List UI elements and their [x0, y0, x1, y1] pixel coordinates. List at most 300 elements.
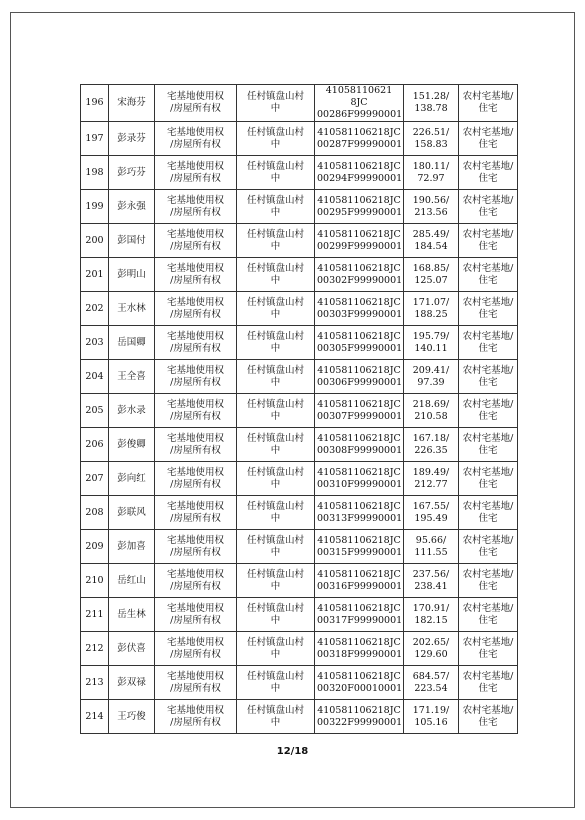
cell-number: [81, 122, 109, 156]
cell-number-line: 204: [85, 370, 104, 382]
cell-location: [237, 224, 315, 258]
cell-area-line: 226.35: [414, 444, 448, 456]
cell-right-type-line: 宅基地使用权: [166, 126, 224, 138]
cell-unit-code-line: 00308F99990001: [317, 444, 403, 456]
cell-right-type-line: 宅基地使用权: [166, 432, 224, 444]
cell-location-line: 中: [270, 103, 281, 114]
cell-area-line: 213.56: [414, 206, 448, 218]
cell-right-type-line: 宅基地使用权: [166, 262, 224, 274]
cell-location: [237, 530, 315, 564]
cell-area-line: 195.49: [414, 512, 448, 524]
table-row: [81, 462, 518, 496]
cell-right-type: [155, 360, 237, 394]
cell-unit-code-line: 410581106218JC: [317, 568, 401, 580]
cell-number-line: 198: [85, 166, 104, 178]
register-body: [81, 85, 518, 734]
page-total: 18: [294, 746, 309, 757]
cell-right-type-line: 宅基地使用权: [166, 670, 224, 682]
cell-right-type-line: /房屋所有权: [170, 103, 221, 114]
cell-area: [404, 292, 459, 326]
cell-owner-name-line: 彭俊卿: [117, 438, 146, 450]
cell-location: [237, 462, 315, 496]
cell-land-use-line: 农村宅基地/: [462, 296, 514, 308]
cell-unit-code: [315, 598, 404, 632]
cell-area-line: 168.85/: [412, 262, 450, 274]
cell-unit-code: [315, 224, 404, 258]
cell-area-line: 167.18/: [412, 432, 450, 444]
table-row: [81, 632, 518, 666]
cell-location-line: 任村镇盘山村: [246, 262, 304, 274]
cell-unit-code: [315, 122, 404, 156]
cell-right-type: [155, 258, 237, 292]
cell-location-line: 任村镇盘山村: [246, 91, 304, 102]
cell-right-type: [155, 530, 237, 564]
cell-location-line: 中: [270, 478, 281, 490]
cell-area-line: 180.11/: [412, 160, 450, 172]
cell-number-line: 196: [85, 97, 104, 108]
table-row: [81, 156, 518, 190]
cell-right-type-line: /房屋所有权: [170, 308, 221, 320]
cell-land-use: [459, 632, 518, 666]
cell-area-line: 210.58: [414, 410, 448, 422]
table-row: [81, 700, 518, 734]
cell-location: [237, 156, 315, 190]
cell-right-type-line: /房屋所有权: [170, 138, 221, 150]
cell-unit-code-line: 00306F99990001: [317, 376, 403, 388]
cell-number-line: 208: [85, 506, 104, 518]
cell-land-use-line: 住宅: [478, 716, 498, 728]
cell-area-line: 129.60: [414, 648, 448, 660]
cell-unit-code: [315, 156, 404, 190]
cell-right-type-line: /房屋所有权: [170, 206, 221, 218]
cell-area: [404, 462, 459, 496]
cell-right-type-line: 宅基地使用权: [166, 534, 224, 546]
cell-number: [81, 326, 109, 360]
cell-area-line: 158.83: [414, 138, 448, 150]
cell-location-line: 中: [270, 172, 281, 184]
table-row: [81, 360, 518, 394]
cell-unit-code-line: 410581106218JC: [317, 500, 401, 512]
cell-location-line: 中: [270, 410, 281, 422]
cell-unit-code-line: 00317F99990001: [317, 614, 403, 626]
cell-right-type: [155, 85, 237, 122]
cell-location: [237, 598, 315, 632]
cell-location-line: 任村镇盘山村: [246, 126, 304, 138]
cell-area-line: 223.54: [414, 682, 448, 694]
cell-number-line: 209: [85, 540, 104, 552]
cell-number-line: 205: [85, 404, 104, 416]
cell-right-type: [155, 496, 237, 530]
cell-land-use-line: 农村宅基地/: [462, 228, 514, 240]
cell-area-line: 170.91/: [412, 602, 450, 614]
cell-location: [237, 292, 315, 326]
cell-unit-code-line: 00295F99990001: [317, 206, 403, 218]
cell-location-line: 任村镇盘山村: [246, 228, 304, 240]
cell-area-line: 237.56/: [412, 568, 450, 580]
cell-land-use-line: 住宅: [478, 376, 498, 388]
cell-right-type-line: /房屋所有权: [170, 614, 221, 626]
cell-number: [81, 530, 109, 564]
cell-area-line: 226.51/: [412, 126, 450, 138]
cell-right-type-line: /房屋所有权: [170, 580, 221, 592]
cell-unit-code-line: 410581106218JC: [317, 534, 401, 546]
cell-location-line: 中: [270, 546, 281, 558]
cell-location-line: 任村镇盘山村: [246, 534, 304, 546]
cell-location-line: 任村镇盘山村: [246, 160, 304, 172]
cell-owner-name: [109, 496, 155, 530]
cell-right-type-line: 宅基地使用权: [166, 296, 224, 308]
cell-unit-code-line: 00294F99990001: [317, 172, 403, 184]
cell-area: [404, 122, 459, 156]
cell-land-use-line: 农村宅基地/: [462, 262, 514, 274]
cell-right-type-line: /房屋所有权: [170, 274, 221, 286]
cell-owner-name-line: 彭永强: [117, 200, 146, 212]
cell-unit-code-line: 410581106218JC: [317, 296, 401, 308]
cell-unit-code: [315, 462, 404, 496]
cell-number: [81, 85, 109, 122]
cell-location: [237, 394, 315, 428]
cell-unit-code-line: 00286F99990001: [317, 109, 403, 120]
cell-location-line: 任村镇盘山村: [246, 296, 304, 308]
cell-right-type-line: /房屋所有权: [170, 682, 221, 694]
cell-number: [81, 224, 109, 258]
cell-unit-code-line: 00302F99990001: [317, 274, 403, 286]
cell-unit-code-line: 410581106218JC: [317, 704, 401, 716]
cell-area: [404, 496, 459, 530]
cell-land-use: [459, 700, 518, 734]
cell-right-type-line: /房屋所有权: [170, 512, 221, 524]
cell-area-line: 195.79/: [412, 330, 450, 342]
cell-area-line: 189.49/: [412, 466, 450, 478]
cell-number-line: 210: [85, 574, 104, 586]
table-row: [81, 122, 518, 156]
table-row: [81, 496, 518, 530]
cell-land-use-line: 住宅: [478, 546, 498, 558]
cell-land-use: [459, 496, 518, 530]
cell-right-type-line: 宅基地使用权: [166, 704, 224, 716]
page-separator: /: [290, 746, 295, 757]
cell-right-type-line: 宅基地使用权: [166, 568, 224, 580]
cell-unit-code-line: 410581106218JC: [317, 602, 401, 614]
cell-land-use-line: 住宅: [478, 172, 498, 184]
cell-location-line: 中: [270, 716, 281, 728]
cell-right-type: [155, 666, 237, 700]
cell-land-use: [459, 666, 518, 700]
cell-right-type: [155, 224, 237, 258]
table-row: [81, 598, 518, 632]
cell-land-use: [459, 85, 518, 122]
cell-unit-code-line: 00310F99990001: [317, 478, 403, 490]
cell-right-type-line: /房屋所有权: [170, 172, 221, 184]
cell-right-type-line: /房屋所有权: [170, 648, 221, 660]
cell-right-type-line: /房屋所有权: [170, 444, 221, 456]
cell-location-line: 任村镇盘山村: [246, 636, 304, 648]
cell-number: [81, 564, 109, 598]
cell-right-type-line: /房屋所有权: [170, 478, 221, 490]
cell-right-type-line: /房屋所有权: [170, 342, 221, 354]
cell-owner-name: [109, 632, 155, 666]
cell-area-line: 182.15: [414, 614, 448, 626]
cell-land-use: [459, 258, 518, 292]
cell-owner-name: [109, 258, 155, 292]
cell-unit-code-line: 00322F99990001: [317, 716, 403, 728]
cell-area-line: 140.11: [414, 342, 448, 354]
cell-area: [404, 428, 459, 462]
cell-owner-name-line: 岳红山: [117, 574, 146, 586]
cell-right-type-line: 宅基地使用权: [166, 398, 224, 410]
cell-right-type: [155, 190, 237, 224]
cell-location-line: 任村镇盘山村: [246, 194, 304, 206]
table-row: [81, 292, 518, 326]
cell-unit-code-line: 00315F99990001: [317, 546, 403, 558]
cell-owner-name-line: 宋海芬: [117, 97, 146, 108]
cell-land-use: [459, 122, 518, 156]
cell-location: [237, 190, 315, 224]
table-row: [81, 530, 518, 564]
cell-right-type: [155, 428, 237, 462]
cell-land-use-line: 农村宅基地/: [462, 398, 514, 410]
cell-unit-code-line: 00320F00010001: [317, 682, 403, 694]
cell-location-line: 中: [270, 682, 281, 694]
cell-unit-code: [315, 632, 404, 666]
cell-area: [404, 190, 459, 224]
cell-unit-code: [315, 666, 404, 700]
property-register-table: [80, 84, 518, 734]
cell-area-line: 285.49/: [412, 228, 450, 240]
table-row: [81, 85, 518, 122]
cell-area-line: 111.55: [414, 546, 448, 558]
cell-location-line: 中: [270, 240, 281, 252]
table-row: [81, 394, 518, 428]
cell-right-type-line: /房屋所有权: [170, 546, 221, 558]
cell-unit-code: [315, 85, 404, 122]
cell-location: [237, 258, 315, 292]
cell-area: [404, 632, 459, 666]
cell-unit-code: [315, 190, 404, 224]
cell-owner-name-line: 彭水录: [117, 404, 146, 416]
cell-unit-code-line: 410581106218JC: [317, 364, 401, 376]
cell-land-use-line: 农村宅基地/: [462, 126, 514, 138]
cell-land-use: [459, 292, 518, 326]
cell-land-use: [459, 224, 518, 258]
cell-location-line: 中: [270, 512, 281, 524]
cell-land-use-line: 住宅: [478, 206, 498, 218]
cell-unit-code-line: 410581106218JC: [317, 330, 401, 342]
cell-location-line: 任村镇盘山村: [246, 602, 304, 614]
cell-number: [81, 700, 109, 734]
table-row: [81, 190, 518, 224]
cell-area-line: 171.07/: [412, 296, 450, 308]
cell-right-type: [155, 156, 237, 190]
cell-location: [237, 496, 315, 530]
cell-right-type: [155, 700, 237, 734]
cell-land-use-line: 农村宅基地/: [462, 466, 514, 478]
cell-land-use-line: 农村宅基地/: [462, 568, 514, 580]
cell-location-line: 任村镇盘山村: [246, 330, 304, 342]
cell-area-line: 202.65/: [412, 636, 450, 648]
cell-number: [81, 462, 109, 496]
cell-right-type-line: /房屋所有权: [170, 716, 221, 728]
cell-right-type-line: 宅基地使用权: [166, 466, 224, 478]
cell-owner-name: [109, 394, 155, 428]
cell-land-use-line: 住宅: [478, 274, 498, 286]
cell-area-line: 138.78: [414, 103, 448, 114]
table-row: [81, 564, 518, 598]
cell-owner-name-line: 彭双禄: [117, 676, 146, 688]
cell-unit-code-line: 00287F99990001: [317, 138, 403, 150]
cell-location-line: 任村镇盘山村: [246, 364, 304, 376]
cell-unit-code: [315, 700, 404, 734]
cell-owner-name: [109, 666, 155, 700]
cell-owner-name-line: 王巧俊: [117, 710, 146, 722]
cell-unit-code: [315, 360, 404, 394]
cell-right-type-line: 宅基地使用权: [166, 364, 224, 376]
cell-location-line: 中: [270, 648, 281, 660]
cell-owner-name-line: 王全喜: [117, 370, 146, 382]
cell-unit-code-line: 00305F99990001: [317, 342, 403, 354]
cell-location: [237, 360, 315, 394]
cell-unit-code-line: 410581106218JC: [317, 466, 401, 478]
cell-unit-code: [315, 258, 404, 292]
cell-owner-name: [109, 224, 155, 258]
cell-owner-name: [109, 292, 155, 326]
cell-right-type: [155, 462, 237, 496]
cell-land-use-line: 农村宅基地/: [462, 500, 514, 512]
cell-unit-code-line: 410581106218JC: [317, 432, 401, 444]
cell-number-line: 202: [85, 302, 104, 314]
cell-unit-code: [315, 496, 404, 530]
cell-location-line: 任村镇盘山村: [246, 568, 304, 580]
cell-owner-name-line: 彭录芬: [117, 132, 146, 144]
cell-unit-code: [315, 564, 404, 598]
cell-right-type-line: 宅基地使用权: [166, 500, 224, 512]
cell-land-use-line: 农村宅基地/: [462, 636, 514, 648]
cell-unit-code: [315, 292, 404, 326]
cell-number: [81, 258, 109, 292]
cell-owner-name: [109, 700, 155, 734]
cell-area-line: 171.19/: [412, 704, 450, 716]
cell-owner-name-line: 彭巧芬: [117, 166, 146, 178]
cell-number-line: 207: [85, 472, 104, 484]
cell-right-type-line: 宅基地使用权: [166, 91, 224, 102]
cell-right-type: [155, 564, 237, 598]
cell-area-line: 95.66/: [415, 534, 447, 546]
cell-owner-name: [109, 598, 155, 632]
cell-location-line: 任村镇盘山村: [246, 704, 304, 716]
page-current: 12: [276, 746, 291, 757]
cell-area-line: 212.77: [414, 478, 448, 490]
cell-right-type: [155, 122, 237, 156]
cell-land-use-line: 农村宅基地/: [462, 91, 514, 102]
cell-land-use-line: 住宅: [478, 512, 498, 524]
table-row: [81, 224, 518, 258]
cell-location-line: 中: [270, 342, 281, 354]
cell-land-use: [459, 156, 518, 190]
cell-area-line: 167.55/: [412, 500, 450, 512]
cell-number: [81, 598, 109, 632]
cell-number-line: 199: [85, 200, 104, 212]
cell-owner-name-line: 彭明山: [117, 268, 146, 280]
cell-right-type-line: 宅基地使用权: [166, 228, 224, 240]
cell-owner-name: [109, 156, 155, 190]
cell-land-use: [459, 326, 518, 360]
cell-owner-name-line: 彭向红: [117, 472, 146, 484]
cell-number-line: 201: [85, 268, 104, 280]
cell-owner-name-line: 彭国付: [117, 234, 146, 246]
cell-location-line: 任村镇盘山村: [246, 432, 304, 444]
cell-unit-code: [315, 530, 404, 564]
cell-location-line: 任村镇盘山村: [246, 466, 304, 478]
cell-land-use-line: 住宅: [478, 410, 498, 422]
cell-number-line: 213: [85, 676, 104, 688]
cell-area-line: 151.28/: [412, 91, 450, 102]
cell-area-line: 105.16: [414, 716, 448, 728]
cell-owner-name: [109, 122, 155, 156]
cell-land-use-line: 农村宅基地/: [462, 534, 514, 546]
cell-land-use: [459, 530, 518, 564]
cell-owner-name-line: 岳生林: [117, 608, 146, 620]
table-row: [81, 666, 518, 700]
cell-right-type-line: /房屋所有权: [170, 410, 221, 422]
cell-owner-name: [109, 85, 155, 122]
cell-number-line: 197: [85, 132, 104, 144]
cell-land-use-line: 住宅: [478, 648, 498, 660]
cell-land-use-line: 农村宅基地/: [462, 330, 514, 342]
table-row: [81, 258, 518, 292]
cell-location: [237, 326, 315, 360]
cell-area: [404, 156, 459, 190]
cell-location: [237, 85, 315, 122]
cell-owner-name-line: 彭联风: [117, 506, 146, 518]
cell-owner-name-line: 岳国卿: [117, 336, 146, 348]
cell-unit-code-line: 410581106218JC: [317, 194, 401, 206]
cell-land-use-line: 住宅: [478, 444, 498, 456]
cell-land-use-line: 住宅: [478, 478, 498, 490]
cell-land-use-line: 住宅: [478, 138, 498, 150]
cell-land-use-line: 住宅: [478, 103, 498, 114]
cell-area: [404, 360, 459, 394]
cell-location-line: 中: [270, 614, 281, 626]
cell-number-line: 200: [85, 234, 104, 246]
table-row: [81, 428, 518, 462]
cell-owner-name-line: 彭伏喜: [117, 642, 146, 654]
cell-area-line: 184.54: [414, 240, 448, 252]
cell-owner-name: [109, 462, 155, 496]
cell-land-use: [459, 598, 518, 632]
cell-land-use: [459, 564, 518, 598]
cell-unit-code-line: 00318F99990001: [317, 648, 403, 660]
cell-area-line: 238.41: [414, 580, 448, 592]
cell-right-type-line: 宅基地使用权: [166, 636, 224, 648]
cell-land-use-line: 住宅: [478, 682, 498, 694]
cell-right-type-line: /房屋所有权: [170, 376, 221, 388]
cell-unit-code-line: 410581106218JC: [317, 262, 401, 274]
cell-location-line: 中: [270, 206, 281, 218]
cell-area-line: 188.25: [414, 308, 448, 320]
cell-land-use-line: 农村宅基地/: [462, 602, 514, 614]
cell-area: [404, 564, 459, 598]
cell-unit-code-line: 00316F99990001: [317, 580, 403, 592]
cell-number: [81, 360, 109, 394]
cell-land-use-line: 农村宅基地/: [462, 364, 514, 376]
cell-number: [81, 156, 109, 190]
cell-area: [404, 666, 459, 700]
cell-owner-name: [109, 428, 155, 462]
cell-unit-code: [315, 428, 404, 462]
cell-location: [237, 700, 315, 734]
cell-number-line: 206: [85, 438, 104, 450]
cell-owner-name: [109, 530, 155, 564]
